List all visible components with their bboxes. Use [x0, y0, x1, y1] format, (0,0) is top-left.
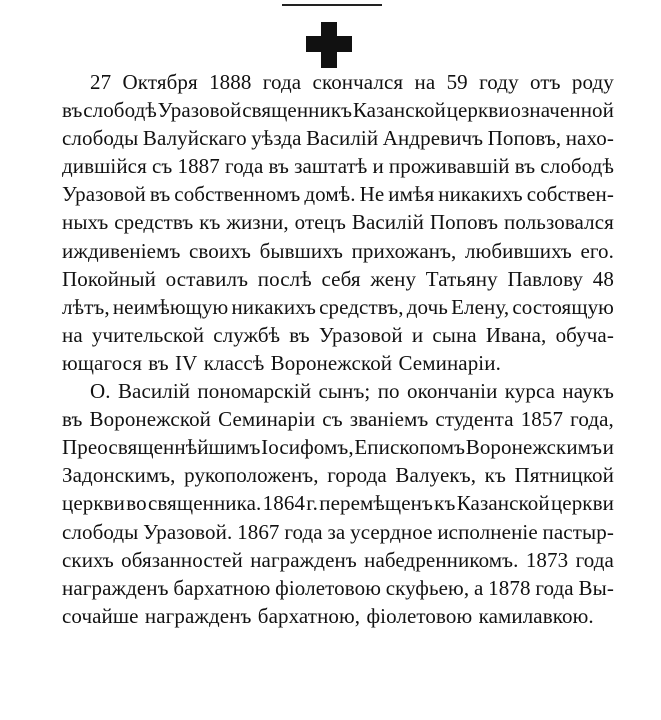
text-line: въ Воронежской Семинаріи съ званіемъ студента 1857 года,	[62, 407, 614, 432]
paragraph	[62, 68, 614, 377]
text-line: Преосвященнѣйшимъ Іосифомъ, Епископомъ Воронежскимъ и	[62, 435, 614, 460]
obituary-text	[62, 68, 614, 630]
text-line: лѣтъ, неимѣющую никакихъ средствъ, дочь Елену, состоящую	[62, 294, 614, 319]
text-line: церкви во священника. 1864 г. перемѣщенъ къ Казанской церкви	[62, 491, 614, 516]
text-line: награжденъ бархатною фіолетовою скуфьею, а 1878 года Вы-	[62, 575, 614, 600]
text-line: на учительской службѣ въ Уразовой и сына Ивана, обуча-	[62, 322, 614, 347]
text-line: Задонскимъ, рукоположенъ, города Валуекъ, къ Пятницкой	[62, 463, 614, 488]
text-line: О. Василій пономарскій сынъ; по окончаніи курса наукъ	[90, 379, 614, 404]
text-line: Уразовой въ собственномъ домѣ. Не имѣя никакихъ собствен-	[62, 182, 614, 207]
text-line: дившійся съ 1887 года въ заштатѣ и проживавшій въ слободѣ	[62, 154, 614, 179]
text-line: слободы Уразовой. 1867 года за усердное исполненіе пастыр-	[62, 519, 614, 544]
text-line: ющагося въ IV классѣ Воронежской Семинаріи.	[62, 350, 501, 375]
paragraph	[62, 377, 614, 630]
text-line: 27 Октября 1888 года скончался на 59 году отъ роду	[90, 70, 614, 94]
text-line: ныхъ средствъ къ жизни, отецъ Василій Поповъ пользовался	[62, 210, 614, 235]
text-line: сочайше награжденъ бархатною, фіолетовою камилавкою.	[62, 603, 594, 628]
cross-icon	[306, 22, 352, 68]
text-line: въ слободѣ Уразовой священникъ Казанской церкви означенной	[62, 98, 614, 123]
text-line: скихъ обязанностей награжденъ набедренникомъ. 1873 года	[62, 547, 614, 572]
text-line: иждивеніемъ своихъ бывшихъ прихожанъ, любившихъ его.	[62, 238, 614, 263]
text-line: Покойный оставилъ послѣ себя жену Татьяну Павлову 48	[62, 266, 614, 291]
text-line: слободы Валуйскаго уѣзда Василій Андревичъ Поповъ, нахо-	[62, 126, 614, 151]
top-rule	[282, 4, 382, 6]
